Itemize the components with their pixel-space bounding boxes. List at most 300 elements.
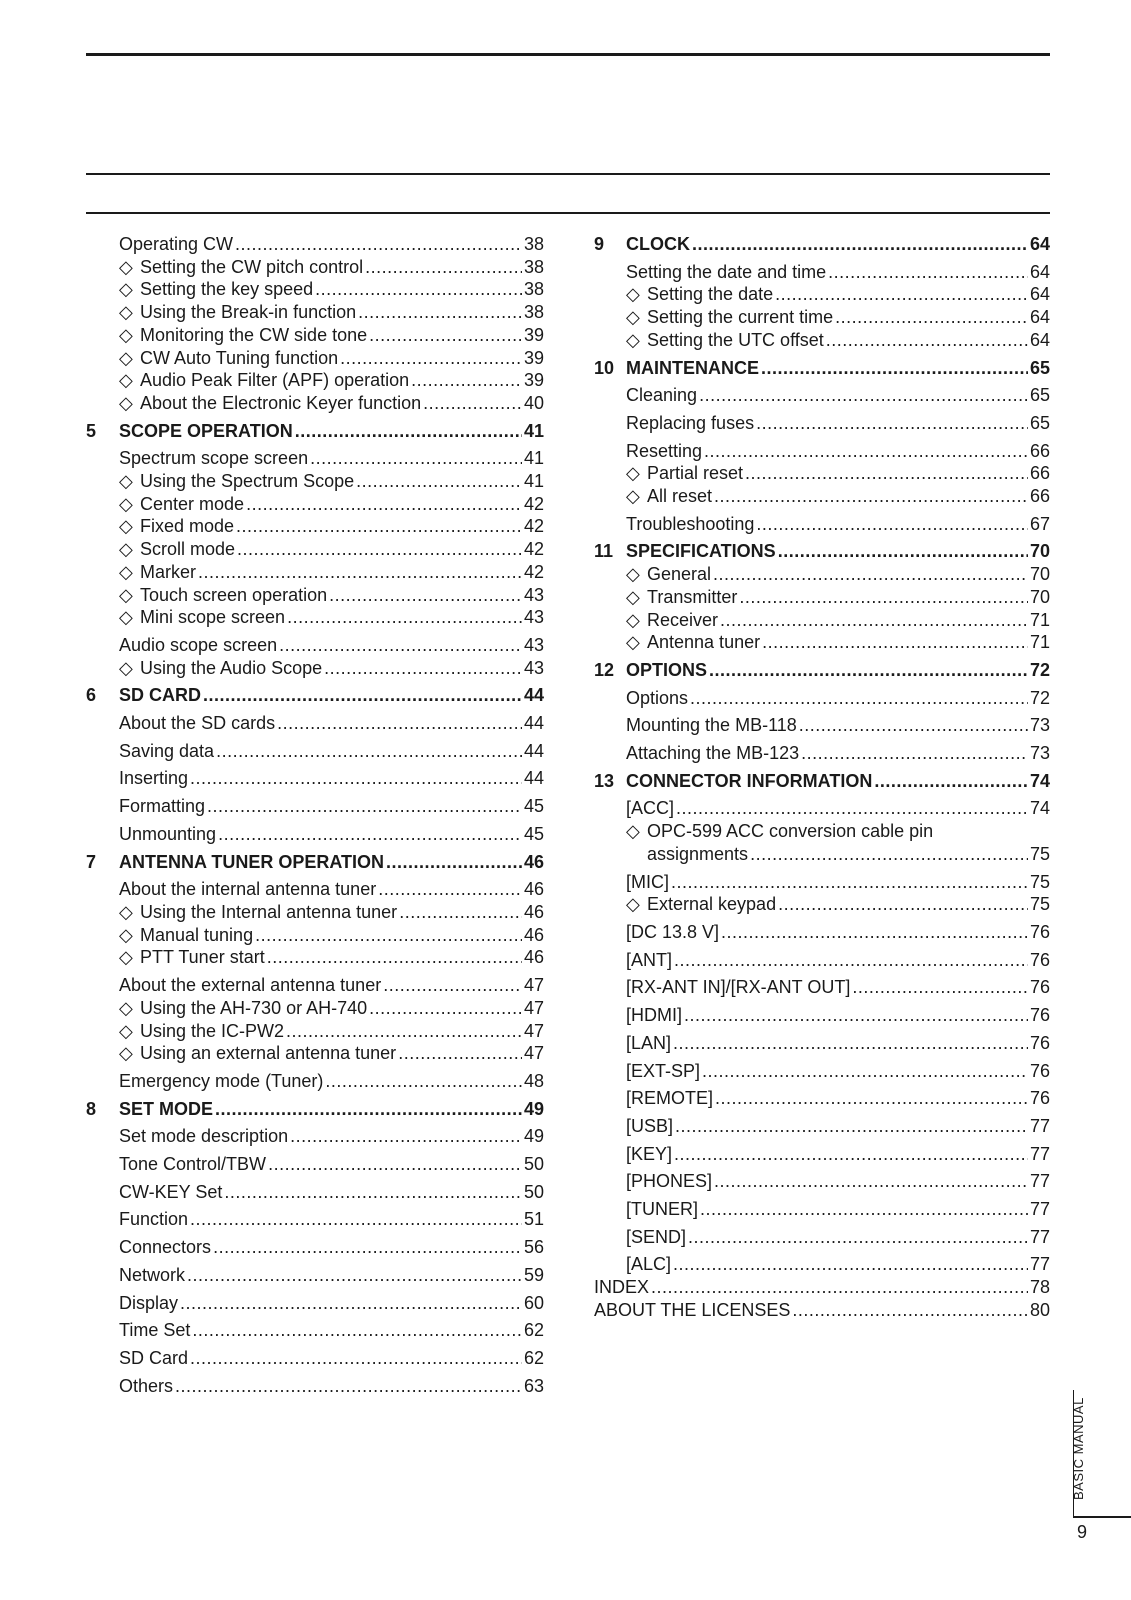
- dot-leader: [203, 684, 522, 707]
- toc-right-column: [594, 233, 1050, 1322]
- toc-entry-label: Using the IC-PW2: [140, 1020, 285, 1041]
- toc-entry-label: General: [647, 564, 712, 585]
- toc-section: [86, 795, 544, 818]
- toc-entry-label: [MIC]: [626, 871, 669, 892]
- dot-leader: [762, 631, 1028, 654]
- header-rule-lower: [86, 212, 1050, 214]
- toc-section: [594, 687, 1050, 710]
- chapter-number: 5: [86, 420, 97, 441]
- toc-entry-label: Options: [626, 687, 689, 708]
- toc-entry-label: SCOPE OPERATION: [119, 420, 293, 441]
- dot-leader: [676, 797, 1028, 820]
- dot-leader: [756, 513, 1028, 536]
- toc-entry-item: [594, 563, 1050, 586]
- dot-leader: [286, 1020, 522, 1043]
- dot-leader: [236, 515, 522, 538]
- dot-leader: [778, 893, 1028, 916]
- toc-entry-label: Function: [119, 1209, 189, 1230]
- chapter-number: 9: [594, 234, 605, 254]
- toc-entry-item: [86, 347, 544, 370]
- toc-page-number: 71: [1029, 609, 1050, 630]
- toc-entry-label: Connectors: [119, 1237, 212, 1258]
- toc-entry-label: Audio scope screen: [119, 634, 278, 655]
- toc-section: [594, 384, 1050, 407]
- toc-section: [86, 1208, 544, 1231]
- toc-page-number: 76: [1029, 921, 1050, 942]
- toc-entry-label: About the external antenna tuner: [119, 975, 382, 996]
- toc-entry-label: SD Card: [119, 1347, 189, 1368]
- toc-page-number: 75: [1029, 843, 1050, 864]
- chapter-number: 12: [594, 659, 615, 680]
- toc-entry-item: [86, 256, 544, 279]
- toc-page-number: 77: [1029, 1115, 1050, 1136]
- side-label: BASIC MANUAL: [1071, 1397, 1086, 1500]
- toc-entry-label: Attaching the MB-123: [626, 743, 800, 764]
- dot-leader: [778, 540, 1028, 563]
- toc-page-number: 38: [523, 234, 544, 254]
- toc-entry-label: [TUNER]: [626, 1199, 698, 1220]
- chapter-number: 11: [594, 541, 614, 562]
- toc-section: [594, 1004, 1050, 1027]
- toc-section: [594, 1060, 1050, 1083]
- toc-entry-label: Using the Spectrum Scope: [140, 471, 355, 492]
- toc-entry-label: OPTIONS: [626, 659, 708, 680]
- toc-entry-label: CW Auto Tuning function: [140, 347, 339, 368]
- toc-entry-item: [86, 1042, 544, 1065]
- toc-page-number: 80: [1029, 1299, 1050, 1320]
- toc-entry-label: Cleaning: [626, 385, 698, 406]
- dot-leader: [750, 843, 1028, 866]
- dot-leader: [674, 949, 1028, 972]
- toc-section: [86, 1181, 544, 1204]
- toc-entry-label: Manual tuning: [140, 924, 254, 945]
- toc-section: [594, 742, 1050, 765]
- dot-leader: [218, 823, 522, 846]
- toc-entry-label: Setting the CW pitch control: [140, 256, 364, 277]
- diamond-bullet-icon: ◇: [119, 324, 133, 345]
- toc-page-number: 75: [1029, 894, 1050, 915]
- toc-page-number: 42: [523, 561, 544, 582]
- toc-entry-label: About the SD cards: [119, 713, 276, 734]
- dot-leader: [828, 261, 1028, 284]
- toc-page-number: 44: [523, 768, 544, 789]
- toc-page-number: 76: [1029, 1060, 1050, 1081]
- dot-leader: [310, 447, 522, 470]
- dot-leader: [207, 795, 522, 818]
- dot-leader: [365, 256, 522, 279]
- toc-page-number: 45: [523, 796, 544, 817]
- toc-entry-item: [86, 946, 544, 969]
- toc-entry-label: Using the Break-in function: [140, 302, 357, 323]
- diamond-bullet-icon: ◇: [626, 284, 640, 305]
- toc-section: [86, 740, 544, 763]
- dot-leader: [398, 1042, 522, 1065]
- toc-entry-label-continued: assignments: [647, 843, 749, 864]
- toc-page-number: 77: [1029, 1254, 1050, 1275]
- toc-page-number: 43: [523, 584, 544, 605]
- toc-page-number: 76: [1029, 1088, 1050, 1109]
- dot-leader: [761, 357, 1028, 380]
- dot-leader: [187, 1264, 522, 1287]
- toc-entry-item: [86, 584, 544, 607]
- diamond-bullet-icon: ◇: [119, 657, 133, 678]
- dot-leader: [714, 485, 1028, 508]
- diamond-bullet-icon: ◇: [626, 632, 640, 653]
- toc-section: [86, 233, 544, 256]
- toc-entry-label: Fixed mode: [140, 516, 235, 537]
- toc-entry-label: Emergency mode (Tuner): [119, 1070, 324, 1091]
- dot-leader: [739, 586, 1028, 609]
- toc-section: [594, 1032, 1050, 1055]
- toc-entry-label: [SEND]: [626, 1226, 687, 1247]
- diamond-bullet-icon: ◇: [119, 607, 133, 628]
- dot-leader: [198, 561, 522, 584]
- toc-page-number: 67: [1029, 513, 1050, 534]
- toc-section: [86, 1236, 544, 1259]
- toc-entry-label: [USB]: [626, 1115, 674, 1136]
- toc-section: [86, 1153, 544, 1176]
- toc-page-number: 70: [1029, 564, 1050, 585]
- top-rule: [86, 53, 1050, 56]
- dot-leader: [673, 1032, 1028, 1055]
- toc-chapter-heading: [86, 684, 544, 707]
- dot-leader: [237, 538, 522, 561]
- diamond-bullet-icon: ◇: [626, 307, 640, 328]
- dot-leader: [369, 997, 522, 1020]
- toc-page-number: 49: [523, 1126, 544, 1147]
- toc-section: [594, 1087, 1050, 1110]
- toc-entry-label: Resetting: [626, 440, 703, 461]
- toc-entry-label: INDEX: [594, 1277, 650, 1298]
- diamond-bullet-icon: ◇: [119, 302, 133, 323]
- dot-leader: [702, 1060, 1028, 1083]
- dot-leader: [745, 462, 1028, 485]
- toc-page-number: 70: [1029, 586, 1050, 607]
- diamond-bullet-icon: ◇: [119, 561, 133, 582]
- toc-entry-label: [KEY]: [626, 1143, 673, 1164]
- toc-entry-item: [86, 515, 544, 538]
- toc-page-number: 64: [1029, 307, 1050, 328]
- diamond-bullet-icon: ◇: [626, 463, 640, 484]
- toc-entry-label: Troubleshooting: [626, 513, 755, 534]
- toc-page-number: 66: [1029, 440, 1050, 461]
- toc-page-number: 41: [523, 420, 544, 441]
- toc-entry-label: All reset: [647, 486, 713, 507]
- toc-page-number: 43: [523, 634, 544, 655]
- toc-page-number: 66: [1029, 463, 1050, 484]
- toc-page-number: 38: [523, 256, 544, 277]
- dot-leader: [324, 657, 522, 680]
- toc-page-number: 50: [523, 1154, 544, 1175]
- toc-entry-label: Network: [119, 1264, 186, 1285]
- dot-leader: [688, 1226, 1028, 1249]
- toc-section: [86, 634, 544, 657]
- dot-leader: [190, 1347, 522, 1370]
- toc-entry-label: Touch screen operation: [140, 584, 328, 605]
- toc-entry-label: Time Set: [119, 1320, 191, 1341]
- toc-entry-label: Formatting: [119, 796, 206, 817]
- toc-section: [594, 513, 1050, 536]
- toc-entry-item: [86, 538, 544, 561]
- toc-page-number: 77: [1029, 1171, 1050, 1192]
- dot-leader: [690, 687, 1028, 710]
- toc-section: [86, 1125, 544, 1148]
- diamond-bullet-icon: ◇: [626, 609, 640, 630]
- dot-leader: [874, 770, 1028, 793]
- toc-page-number: 76: [1029, 949, 1050, 970]
- toc-appendix: [594, 1299, 1050, 1322]
- dot-leader: [315, 278, 522, 301]
- toc-page-number: 47: [523, 997, 544, 1018]
- toc-page-number: 74: [1029, 798, 1050, 819]
- dot-leader: [852, 976, 1028, 999]
- toc-entry-item: [594, 586, 1050, 609]
- toc-page-number: 39: [523, 370, 544, 391]
- toc-page-number: 56: [523, 1237, 544, 1258]
- dot-leader: [675, 1115, 1028, 1138]
- toc-entry-label: Setting the date and time: [626, 261, 827, 282]
- toc-page-number: 50: [523, 1181, 544, 1202]
- toc-page-number: 42: [523, 493, 544, 514]
- toc-entry-label: Mounting the MB-118: [626, 715, 797, 736]
- toc-section: [86, 1347, 544, 1370]
- dot-leader: [235, 233, 522, 256]
- toc-entry-label: CLOCK: [626, 234, 690, 254]
- dot-leader: [835, 306, 1028, 329]
- diamond-bullet-icon: ◇: [119, 347, 133, 368]
- diamond-bullet-icon: ◇: [626, 329, 640, 350]
- toc-page-number: 39: [523, 324, 544, 345]
- chapter-number: 13: [594, 770, 615, 791]
- toc-page-number: 44: [523, 713, 544, 734]
- dot-leader: [180, 1292, 522, 1315]
- dot-leader: [801, 742, 1028, 765]
- toc-entry-line: [626, 820, 1050, 843]
- page-number: 9: [1077, 1522, 1088, 1542]
- diamond-bullet-icon: ◇: [119, 539, 133, 560]
- toc-page-number: 73: [1029, 743, 1050, 764]
- toc-entry-label: [ALC]: [626, 1254, 672, 1275]
- toc-page-number: 76: [1029, 1005, 1050, 1026]
- toc-page-number: 66: [1029, 486, 1050, 507]
- toc-section: [86, 712, 544, 735]
- toc-page-number: 41: [523, 448, 544, 469]
- dot-leader: [340, 347, 522, 370]
- toc-page-number: 64: [1029, 261, 1050, 282]
- dot-leader: [423, 392, 522, 415]
- dot-leader: [192, 1319, 522, 1342]
- toc-page-number: 42: [523, 539, 544, 560]
- diamond-bullet-icon: ◇: [119, 493, 133, 514]
- toc-page-number: 47: [523, 1020, 544, 1041]
- toc-entry-item: [86, 369, 544, 392]
- toc-page-number: 60: [523, 1292, 544, 1313]
- toc-entry-label: Partial reset: [647, 463, 744, 484]
- toc-section: [86, 1319, 544, 1342]
- toc-entry-item: [594, 485, 1050, 508]
- dot-leader: [704, 440, 1028, 463]
- toc-section: [594, 1170, 1050, 1193]
- toc-page-number: 46: [523, 947, 544, 968]
- toc-page-number: 43: [523, 607, 544, 628]
- toc-entry-label: Setting the date: [647, 284, 774, 305]
- toc-entry-label: Center mode: [140, 493, 245, 514]
- dot-leader: [715, 1087, 1028, 1110]
- toc-page-number: 64: [1029, 234, 1050, 254]
- toc-entry-item: [86, 561, 544, 584]
- toc-chapter-heading: [86, 420, 544, 443]
- dot-leader: [411, 369, 522, 392]
- toc-entry-label: [RX-ANT IN]/[RX-ANT OUT]: [626, 977, 851, 998]
- dot-leader: [246, 493, 522, 516]
- toc-entry-label: Audio Peak Filter (APF) operation: [140, 370, 410, 391]
- toc-entry-label: [ACC]: [626, 798, 675, 819]
- toc-entry-label: About the internal antenna tuner: [119, 879, 377, 900]
- toc-entry-label: Setting the key speed: [140, 279, 314, 300]
- dot-leader: [386, 851, 522, 874]
- dot-leader: [190, 1208, 522, 1231]
- toc-entry-item: [86, 997, 544, 1020]
- toc-page-number: 42: [523, 516, 544, 537]
- toc-section: [86, 1070, 544, 1093]
- diamond-bullet-icon: ◇: [626, 586, 640, 607]
- diamond-bullet-icon: ◇: [626, 564, 640, 585]
- toc-entry-label: About the Electronic Keyer function: [140, 392, 422, 413]
- toc-entry-label: Saving data: [119, 740, 215, 761]
- dot-leader: [216, 740, 522, 763]
- toc-entry-item: [86, 901, 544, 924]
- toc-entry-label: [HDMI]: [626, 1005, 682, 1026]
- dot-leader: [175, 1375, 522, 1398]
- dot-leader: [699, 384, 1028, 407]
- toc-page-number: 41: [523, 471, 544, 492]
- diamond-bullet-icon: ◇: [119, 924, 133, 945]
- dot-leader: [714, 1170, 1028, 1193]
- toc-entry-label: [REMOTE]: [626, 1088, 714, 1109]
- diamond-bullet-icon: ◇: [119, 947, 133, 968]
- toc-chapter-heading: [594, 233, 1050, 256]
- chapter-number: 8: [86, 1098, 97, 1119]
- toc-entry-label: ABOUT THE LICENSES: [594, 1299, 791, 1320]
- dot-leader: [674, 1143, 1028, 1166]
- dot-leader: [792, 1299, 1028, 1322]
- toc-section: [594, 797, 1050, 820]
- toc-page-number: 40: [523, 392, 544, 413]
- toc-entry-label: [LAN]: [626, 1032, 672, 1053]
- dot-leader: [673, 1253, 1028, 1276]
- toc-left-column: [86, 233, 544, 1397]
- toc-entry-item: [594, 329, 1050, 352]
- toc-page-number: 46: [523, 851, 544, 872]
- diamond-bullet-icon: ◇: [119, 471, 133, 492]
- dot-leader: [277, 712, 522, 735]
- toc-entry-label: Replacing fuses: [626, 412, 755, 433]
- toc-page-number: 77: [1029, 1226, 1050, 1247]
- toc-section: [594, 949, 1050, 972]
- toc-page-number: 70: [1029, 541, 1050, 562]
- toc-section: [86, 1292, 544, 1315]
- dot-leader: [358, 301, 522, 324]
- dot-leader: [369, 324, 522, 347]
- toc-chapter-heading: [594, 540, 1050, 563]
- dot-leader: [671, 871, 1028, 894]
- diamond-bullet-icon: ◇: [119, 392, 133, 413]
- toc-entry-label: Monitoring the CW side tone: [140, 324, 368, 345]
- diamond-bullet-icon: ◇: [119, 370, 133, 391]
- toc-page-number: 46: [523, 879, 544, 900]
- toc-entry-label: External keypad: [647, 894, 777, 915]
- toc-page-number: 73: [1029, 715, 1050, 736]
- header-rule: [86, 173, 1050, 175]
- toc-section: [86, 878, 544, 901]
- chapter-number: 6: [86, 685, 97, 706]
- toc-page-number: 72: [1029, 659, 1050, 680]
- diamond-bullet-icon: ◇: [119, 1043, 133, 1064]
- toc-section: [594, 871, 1050, 894]
- toc-page-number: 39: [523, 347, 544, 368]
- toc-section: [594, 1115, 1050, 1138]
- dot-leader: [775, 283, 1028, 306]
- diamond-bullet-icon: ◇: [119, 584, 133, 605]
- toc-entry-label: Setting the current time: [647, 307, 834, 328]
- dot-leader: [329, 584, 522, 607]
- toc-page-number: 65: [1029, 385, 1050, 406]
- chapter-number: 10: [594, 357, 615, 378]
- toc-page-number: 64: [1029, 329, 1050, 350]
- toc-entry-label: Receiver: [647, 609, 719, 630]
- toc-entry-label: PTT Tuner start: [140, 947, 265, 968]
- toc-entry-label: Unmounting: [119, 823, 217, 844]
- toc-entry-item: [86, 324, 544, 347]
- toc-section: [594, 921, 1050, 944]
- toc-section: [86, 823, 544, 846]
- toc-chapter-heading: [86, 1098, 544, 1121]
- toc-page-number: 75: [1029, 871, 1050, 892]
- toc-entry-item: [594, 306, 1050, 329]
- dot-leader: [213, 1236, 522, 1259]
- dot-leader: [279, 634, 522, 657]
- toc-page-number: 38: [523, 279, 544, 300]
- toc-entry-label: CW-KEY Set: [119, 1181, 223, 1202]
- toc-page-number: 44: [523, 740, 544, 761]
- dot-leader: [255, 924, 522, 947]
- toc-chapter-heading: [594, 659, 1050, 682]
- toc-entry-label: Using an external antenna tuner: [140, 1043, 397, 1064]
- diamond-bullet-icon: ◇: [119, 901, 133, 922]
- toc-section: [594, 1253, 1050, 1276]
- toc-section: [86, 447, 544, 470]
- dot-leader: [720, 609, 1028, 632]
- toc-entry-label: Scroll mode: [140, 539, 236, 560]
- toc-page-number: 62: [523, 1347, 544, 1368]
- toc-entry-label: Others: [119, 1375, 174, 1396]
- toc-entry-label: Using the Internal antenna tuner: [140, 901, 398, 922]
- toc-entry-line: [626, 843, 1050, 866]
- dot-leader: [287, 606, 522, 629]
- toc-page-number: 72: [1029, 687, 1050, 708]
- toc-entry-item: [86, 301, 544, 324]
- toc-page-number: 76: [1029, 1032, 1050, 1053]
- toc-chapter-heading: [594, 357, 1050, 380]
- toc-entry-label: Mini scope screen: [140, 607, 286, 628]
- toc-page-number: 43: [523, 657, 544, 678]
- dot-leader: [700, 1198, 1028, 1221]
- toc-entry-item: [594, 609, 1050, 632]
- toc-section: [594, 1226, 1050, 1249]
- dot-leader: [295, 420, 522, 443]
- toc-chapter-heading: [86, 851, 544, 874]
- dot-leader: [684, 1004, 1028, 1027]
